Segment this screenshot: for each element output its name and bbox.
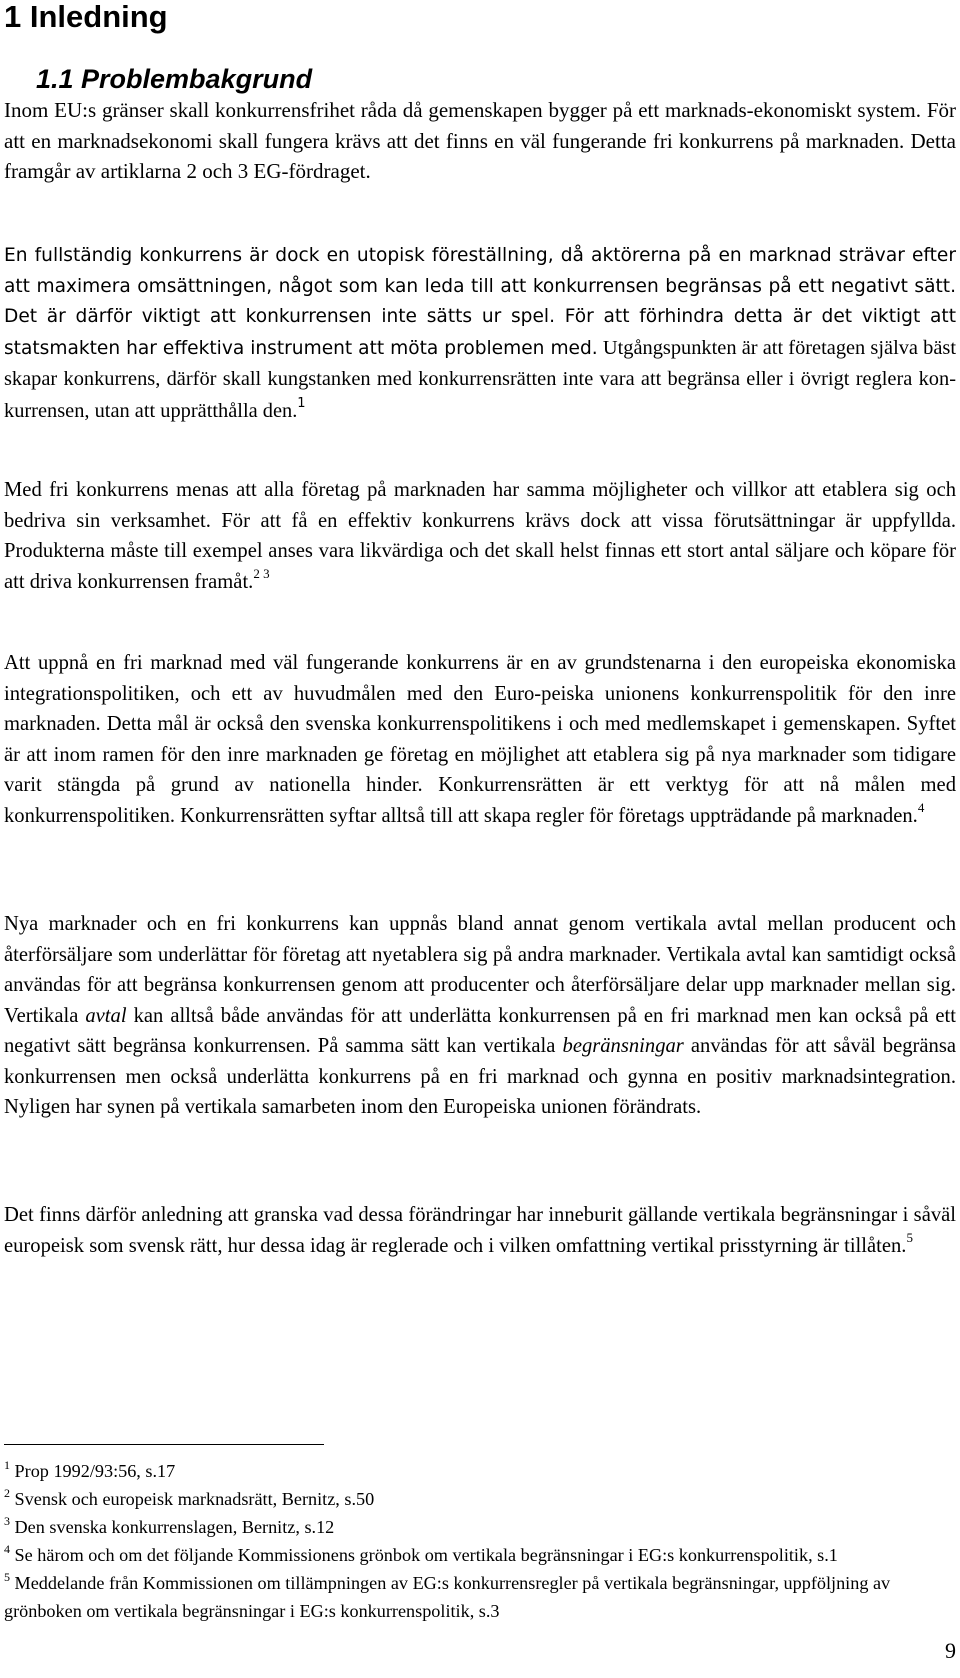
footnote [4, 1485, 956, 1513]
footnote-number: 1 [4, 1458, 10, 1472]
paragraph-4-text: Att uppnå en fri marknad med väl fungerande konkurrens är en av grundstenarna i den europeiska ekonomiska integrationspolitiken, och ett av huvudmålen med den Euro-peiska unionens konkurrenspolitik för den inre marknaden. Detta mål är också den svenska konkurrenspolitikens i och med medlemskapet i gemenskapen. Syftet är att inom ramen för den inre marknaden ge företag en möjlighet att etablera sig på nya marknader som tidigare varit stängda på grund av nationella hinder. Konkurrensrätten är ett verktyg för att nå målen med konkurrenspolitiken. Konkurrensrätten syftar alltså till att skapa regler för företags uppträdande på marknaden. [4, 652, 956, 827]
footnote-text: Svensk och europeisk marknadsrätt, Bernitz, s.50 [10, 1489, 375, 1509]
paragraph-1 [4, 95, 956, 187]
paragraph-2 [4, 241, 956, 428]
paragraph-5 [4, 909, 956, 1123]
paragraph-3-text: Med fri konkurrens menas att alla företag på marknaden har samma möjligheter och villkor att etablera sig och bedriva sin verksamhet. För att få en effektiv konkurrens krävs dock att vissa förutsättningar är uppfyllda. Produkterna måste till exempel anses vara likvärdiga och det skall helst finnas ett stort antal säljare och köpare för att driva konkurrensen framåt. [4, 479, 956, 593]
footnote [4, 1569, 956, 1625]
footnote-number: 5 [4, 1570, 10, 1584]
footnote-number: 3 [4, 1514, 10, 1528]
paragraph-6-text: Det finns därför anledning att granska vad dessa förändringar har inneburit gällande vertikala begränsningar i såväl europeisk som svensk rätt, hur dessa idag är reglerade och i vilken omfattning vertikal prisstyrning är tillåten. [4, 1204, 956, 1257]
footnote-text: Prop 1992/93:56, s.17 [10, 1461, 176, 1481]
paragraph-5-text-b: kan alltså både användas för att underlätta konkurrensen på en fri marknad men kan också på ett negativt sätt begränsa konkurrensen. På samma sätt kan vertikala [4, 1004, 956, 1057]
footnote-ref-5: 5 [906, 1229, 913, 1245]
footnote [4, 1541, 956, 1569]
footnote-text: Den svenska konkurrenslagen, Bernitz, s.12 [10, 1517, 335, 1537]
paragraph-2-text: En fullständig konkurrens är dock en utopisk föreställning, då aktörerna på en marknad strävar efter att maximera omsättningen, något som kan leda till att konkurrensen begränsas på ett negativt sätt. Det är därför viktigt att konkurrensen inte sätts ur spel. För att förhindra detta är det viktigt att statsmakten har effektiva instrument att möta problemen med. [4, 245, 956, 359]
paragraph-6 [4, 1200, 956, 1261]
paragraph-3 [4, 475, 956, 597]
footnote [4, 1457, 956, 1485]
paragraph-5-emphasis-avtal: avtal [85, 1004, 127, 1027]
footnote [4, 1513, 956, 1541]
footnote-text: Se härom och om det följande Kommissionens grönbok om vertikala begränsningar i EG:s konkurrenspolitik, s.1 [10, 1545, 838, 1565]
paragraph-1-text: Inom EU:s gränser skall konkurrensfrihet råda då gemenskapen bygger på ett marknads-ekonomiskt system. För att en marknadsekonomi skall fungera krävs att det finns en väl fungerande fri konkurrens på marknaden. Detta framgår av artiklarna 2 och 3 EG-fördraget. [4, 98, 956, 183]
footnote-ref-4: 4 [917, 799, 925, 815]
footnote-number: 4 [4, 1542, 10, 1556]
footnote-ref-2-3: 2 3 [253, 565, 270, 581]
footnote-separator [4, 1444, 324, 1445]
paragraph-5-text-c: användas för att såväl begränsa konkurrensen men också underlätta konkurrens på en fri marknad och gynna en positiv marknadsintegration. Nyligen har synen på vertikala samarbeten inom den Europeiska unionen förändrats. [4, 1035, 956, 1118]
footnote-text: Meddelande från Kommissionen om tillämpningen av EG:s konkurrensregler på vertikala begränsningar, uppföljning av grönboken om vertikala begränsningar i EG:s konkurrenspolitik, s.3 [4, 1573, 891, 1621]
page-number: 9 [945, 1638, 956, 1663]
section-heading: 1.1 Problembakgrund [36, 64, 313, 94]
paragraph-5-text-a: Nya marknader och en fri konkurrens kan uppnås bland annat genom vertikala avtal mellan producent och återförsäljare som underlättar för företag att nyetablera sig på andra marknader. Vertikala avtal kan samtidigt också användas för att begränsa konkurrensen genom att producenter och återförsäljare delar upp marknader mellan sig. Vertikala [4, 913, 956, 1027]
paragraph-2-text-b: Utgångspunkten är att företagen själva bäst skapar konkurrens, därför skall kungstanken med konkurrensrätten inte vara att begränsa eller i övrigt reglera kon-kurrensen, utan att upprätthålla den. [4, 336, 957, 422]
footnote-number: 2 [4, 1486, 10, 1500]
chapter-heading: 1 Inledning [4, 0, 168, 34]
paragraph-4 [4, 648, 956, 831]
footnote-ref-1: 1 [297, 395, 306, 411]
footnotes [4, 1457, 956, 1625]
paragraph-5-emphasis-begransningar: begränsningar [562, 1035, 684, 1057]
